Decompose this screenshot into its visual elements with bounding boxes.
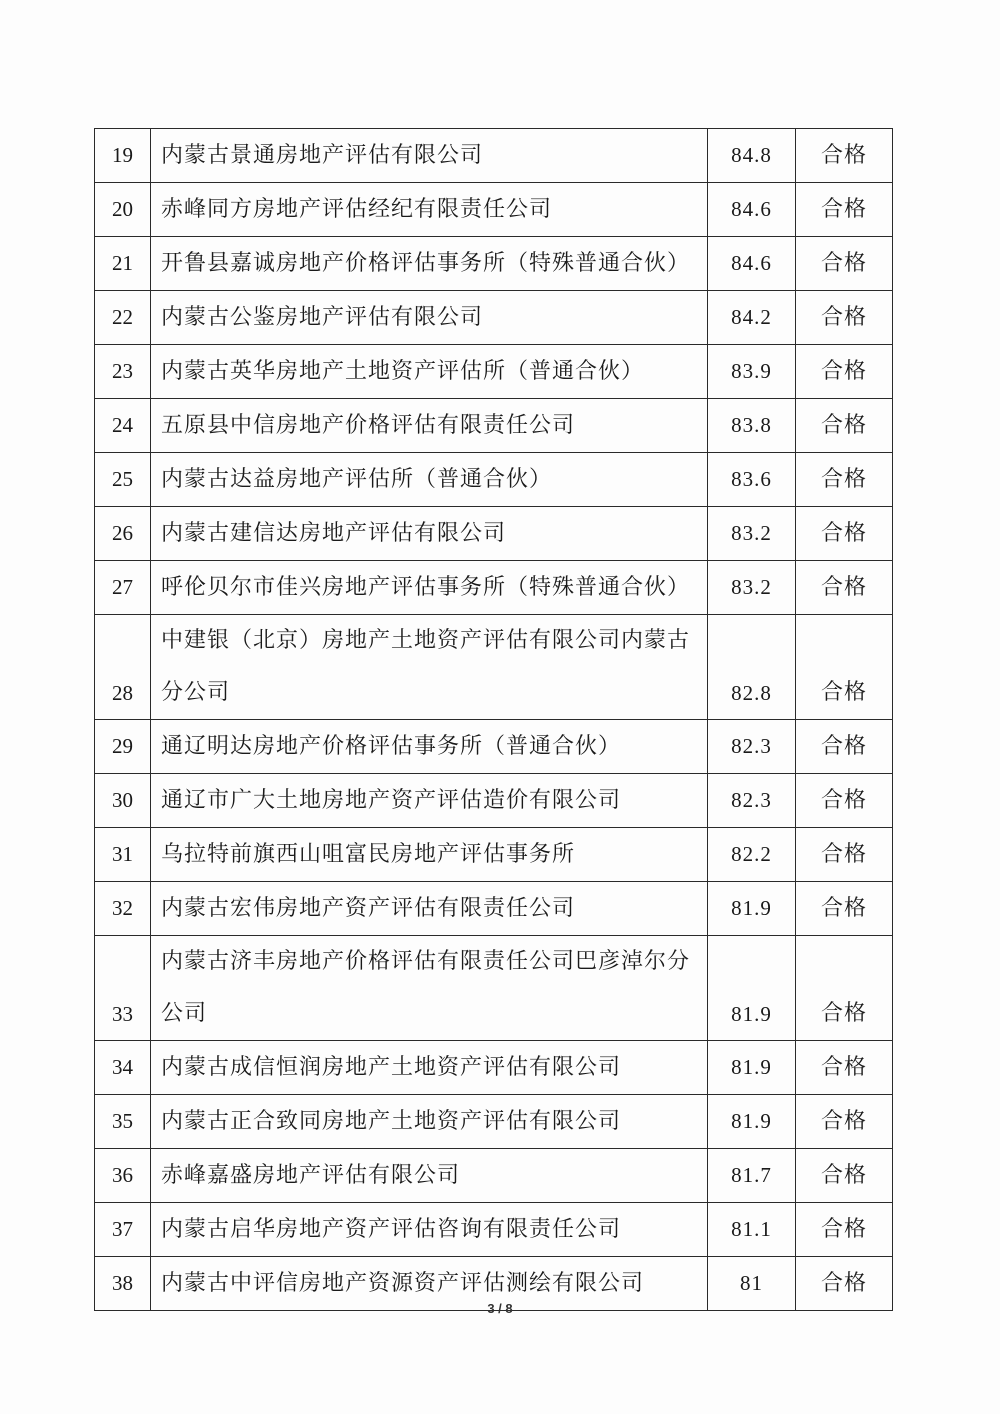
row-number-cell: 20 [95,183,151,237]
table-row [95,453,893,507]
row-number-cell: 22 [95,291,151,345]
score-cell: 81 [708,1257,796,1311]
row-number-cell: 30 [95,774,151,828]
row-number-cell: 32 [95,882,151,936]
result-cell: 合格 [796,183,893,237]
score-cell: 83.8 [708,399,796,453]
score-cell: 84.6 [708,237,796,291]
table-row [95,1203,893,1257]
company-name-cell: 通辽明达房地产价格评估事务所（普通合伙） [151,720,708,774]
result-cell: 合格 [796,828,893,882]
table-row [95,615,893,720]
result-cell: 合格 [796,345,893,399]
company-name-cell: 乌拉特前旗西山咀富民房地产评估事务所 [151,828,708,882]
table-row [95,129,893,183]
result-cell: 合格 [796,453,893,507]
company-name-cell: 中建银（北京）房地产土地资产评估有限公司内蒙古分公司 [151,615,708,720]
score-cell: 82.3 [708,774,796,828]
table-row [95,399,893,453]
row-number-cell: 36 [95,1149,151,1203]
row-number-cell: 26 [95,507,151,561]
result-cell: 合格 [796,237,893,291]
row-number-cell: 38 [95,1257,151,1311]
row-number-cell: 19 [95,129,151,183]
result-cell: 合格 [796,1257,893,1311]
company-name-cell: 内蒙古达益房地产评估所（普通合伙） [151,453,708,507]
table-row [95,1095,893,1149]
table-row [95,882,893,936]
company-name-cell: 内蒙古宏伟房地产资产评估有限责任公司 [151,882,708,936]
table-row [95,561,893,615]
result-cell: 合格 [796,615,893,720]
company-name-cell: 赤峰嘉盛房地产评估有限公司 [151,1149,708,1203]
company-name-cell: 内蒙古中评信房地产资源资产评估测绘有限公司 [151,1257,708,1311]
score-cell: 81.9 [708,882,796,936]
company-name-cell: 内蒙古成信恒润房地产土地资产评估有限公司 [151,1041,708,1095]
company-name-cell: 内蒙古景通房地产评估有限公司 [151,129,708,183]
company-name-cell: 内蒙古济丰房地产价格评估有限责任公司巴彦淖尔分公司 [151,936,708,1041]
row-number-cell: 27 [95,561,151,615]
company-name-cell: 内蒙古英华房地产土地资产评估所（普通合伙） [151,345,708,399]
score-cell: 83.9 [708,345,796,399]
table-row [95,1149,893,1203]
score-cell: 81.1 [708,1203,796,1257]
table-row [95,774,893,828]
row-number-cell: 31 [95,828,151,882]
table-row [95,720,893,774]
results-table [94,128,893,1311]
score-cell: 84.6 [708,183,796,237]
row-number-cell: 35 [95,1095,151,1149]
company-name-cell: 赤峰同方房地产评估经纪有限责任公司 [151,183,708,237]
row-number-cell: 28 [95,615,151,720]
company-name-cell: 内蒙古建信达房地产评估有限公司 [151,507,708,561]
company-name-cell: 五原县中信房地产价格评估有限责任公司 [151,399,708,453]
result-cell: 合格 [796,561,893,615]
score-cell: 81.9 [708,1041,796,1095]
company-name-cell: 内蒙古正合致同房地产土地资产评估有限公司 [151,1095,708,1149]
table-row [95,507,893,561]
result-cell: 合格 [796,399,893,453]
row-number-cell: 34 [95,1041,151,1095]
score-cell: 83.2 [708,507,796,561]
row-number-cell: 23 [95,345,151,399]
result-cell: 合格 [796,936,893,1041]
score-cell: 81.9 [708,1095,796,1149]
result-cell: 合格 [796,507,893,561]
row-number-cell: 33 [95,936,151,1041]
result-cell: 合格 [796,1041,893,1095]
result-cell: 合格 [796,1095,893,1149]
table-row [95,345,893,399]
table-body [95,129,893,1311]
table-row [95,237,893,291]
company-name-cell: 开鲁县嘉诚房地产价格评估事务所（特殊普通合伙） [151,237,708,291]
table-row [95,183,893,237]
score-cell: 82.2 [708,828,796,882]
row-number-cell: 21 [95,237,151,291]
result-cell: 合格 [796,291,893,345]
score-cell: 81.7 [708,1149,796,1203]
result-cell: 合格 [796,129,893,183]
page-number: 3 / 8 [487,1301,513,1316]
company-name-cell: 通辽市广大土地房地产资产评估造价有限公司 [151,774,708,828]
score-cell: 83.2 [708,561,796,615]
result-cell: 合格 [796,1203,893,1257]
score-cell: 84.8 [708,129,796,183]
company-name-cell: 内蒙古公鉴房地产评估有限公司 [151,291,708,345]
row-number-cell: 37 [95,1203,151,1257]
result-cell: 合格 [796,1149,893,1203]
table-row [95,1041,893,1095]
company-name-cell: 内蒙古启华房地产资产评估咨询有限责任公司 [151,1203,708,1257]
score-cell: 84.2 [708,291,796,345]
row-number-cell: 25 [95,453,151,507]
company-name-cell: 呼伦贝尔市佳兴房地产评估事务所（特殊普通合伙） [151,561,708,615]
score-cell: 82.3 [708,720,796,774]
result-cell: 合格 [796,720,893,774]
row-number-cell: 29 [95,720,151,774]
score-cell: 81.9 [708,936,796,1041]
result-cell: 合格 [796,774,893,828]
table-row [95,291,893,345]
row-number-cell: 24 [95,399,151,453]
score-cell: 83.6 [708,453,796,507]
table-row [95,936,893,1041]
result-cell: 合格 [796,882,893,936]
score-cell: 82.8 [708,615,796,720]
table-row [95,828,893,882]
